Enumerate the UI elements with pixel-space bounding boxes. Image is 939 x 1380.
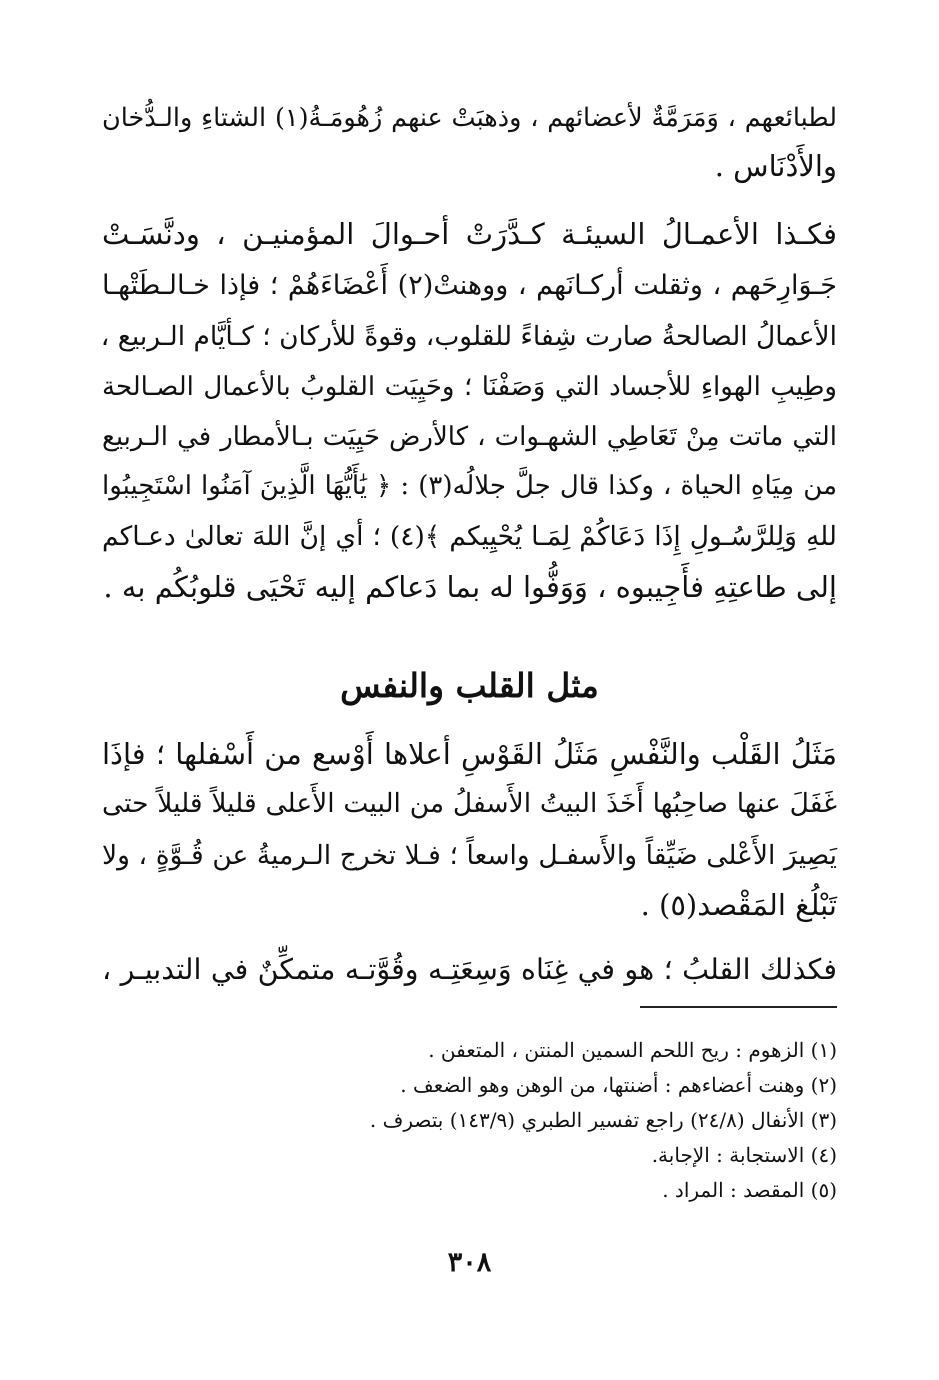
footnote-divider — [640, 1006, 837, 1008]
footnote-3: (٣) الأنفال (٢٤/٨) راجع تفسير الطبري (١٤٣/٩) بتصرف . — [369, 1108, 837, 1132]
section-heading: مثل القلب والنفس — [340, 666, 599, 705]
page-number: ٣٠٨ — [447, 1247, 492, 1278]
footnote-5: (٥) المقصد : المراد . — [662, 1178, 837, 1202]
section-line-2: غَفَلَ عنها صاحِبُها أَخَذَ البيتُ الأَسفلُ من البيت الأَعلى قليلاً قليلاً حتى — [102, 788, 837, 819]
body-line-6: وطِيبِ الهواءِ للأجساد التي وَصَفْنَا ؛ وحَيِيَت القلوبُ بالأعمال الصـالحة — [102, 372, 837, 402]
section-line-3: يَصِيرَ الأَعْلى ضَيِّقاً والأَسفـل واسعاً ؛ فـلا تخرج الـرميةُ عن قُـوَّةٍ ، ولا — [102, 840, 837, 871]
body-line-8: من مِيَاهِ الحياة ، وكذا قال جلَّ جلالُه(٣) : ﴿ يَٰأَيُّهَا الَّذِينَ آمَنُوا اسْتَجِيبُوا — [102, 471, 838, 501]
footnote-4: (٤) الاستجابة : الإجابة. — [651, 1143, 837, 1167]
section-line-4: تَبْلُغ المَقْصد(٥) . — [640, 888, 837, 922]
body-line-7: التي ماتت مِنْ تَعَاطِي الشهـوات ، كالأرض حَيِيَت بـالأمطار في الـربيع — [102, 422, 837, 452]
body-line-2: والأَدْنَاس . — [714, 149, 837, 183]
body-line-9: للهِ وَلِلرَّسُـولِ إِذَا دَعَاكُمْ لِمَـا يُحْيِيكم ﴾(٤) ؛ أي إنَّ اللهَ تعالىٰ دعـاكم — [102, 521, 837, 552]
footnote-1: (١) الزهوم : ريح اللحم السمين المنتن ، المتعفن . — [428, 1038, 837, 1062]
body-line-4: جَـوَارِحَهم ، وثقلت أركـانَهم ، ووهنتْ(٢) أَعْضَاءَهُمْ ؛ فإذا خـالـطَتْهـا — [102, 270, 837, 301]
body-line-5: الأعمالُ الصالحةُ صارت شِفاءً للقلوب، وقوةً للأركان ؛ كـأيَّام الـربيع ، — [100, 321, 837, 352]
section-line-1: مَثَلُ القَلْب والنَّفْسِ مَثَلُ القَوْسِ أعلاها أَوْسع من أَسْفلها ؛ فإذَا — [102, 737, 837, 771]
body-line-1: لطبائعهم ، وَمَرَمَّةٌ لأعضائهم ، وذهبَتْ عنهم زُهُومَـةُ(١) الشتاءِ والـدُّخان — [102, 103, 837, 133]
body-line-10: إلى طاعتِهِ فأَجِيبوه ، وَوَفُّوا له بما دَعاكم إليه تَحْيَى قلوبُكُم به . — [103, 570, 837, 604]
section-line-5: فكذلك القلبُ ؛ هو في غِنَاه وَسِعَتِـه وقُوَّتـه متمكِّنٌ في التدبيـر ، — [102, 953, 837, 986]
body-line-3: فكـذا الأعمـالُ السيئـة كـدَّرَتْ أحـوالَ المؤمنيـن ، ودنَّسَـتْ — [102, 217, 837, 251]
footnote-2: (٢) وهنت أعضاءهم : أضنتها، من الوهن وهو الضعف . — [400, 1073, 837, 1097]
